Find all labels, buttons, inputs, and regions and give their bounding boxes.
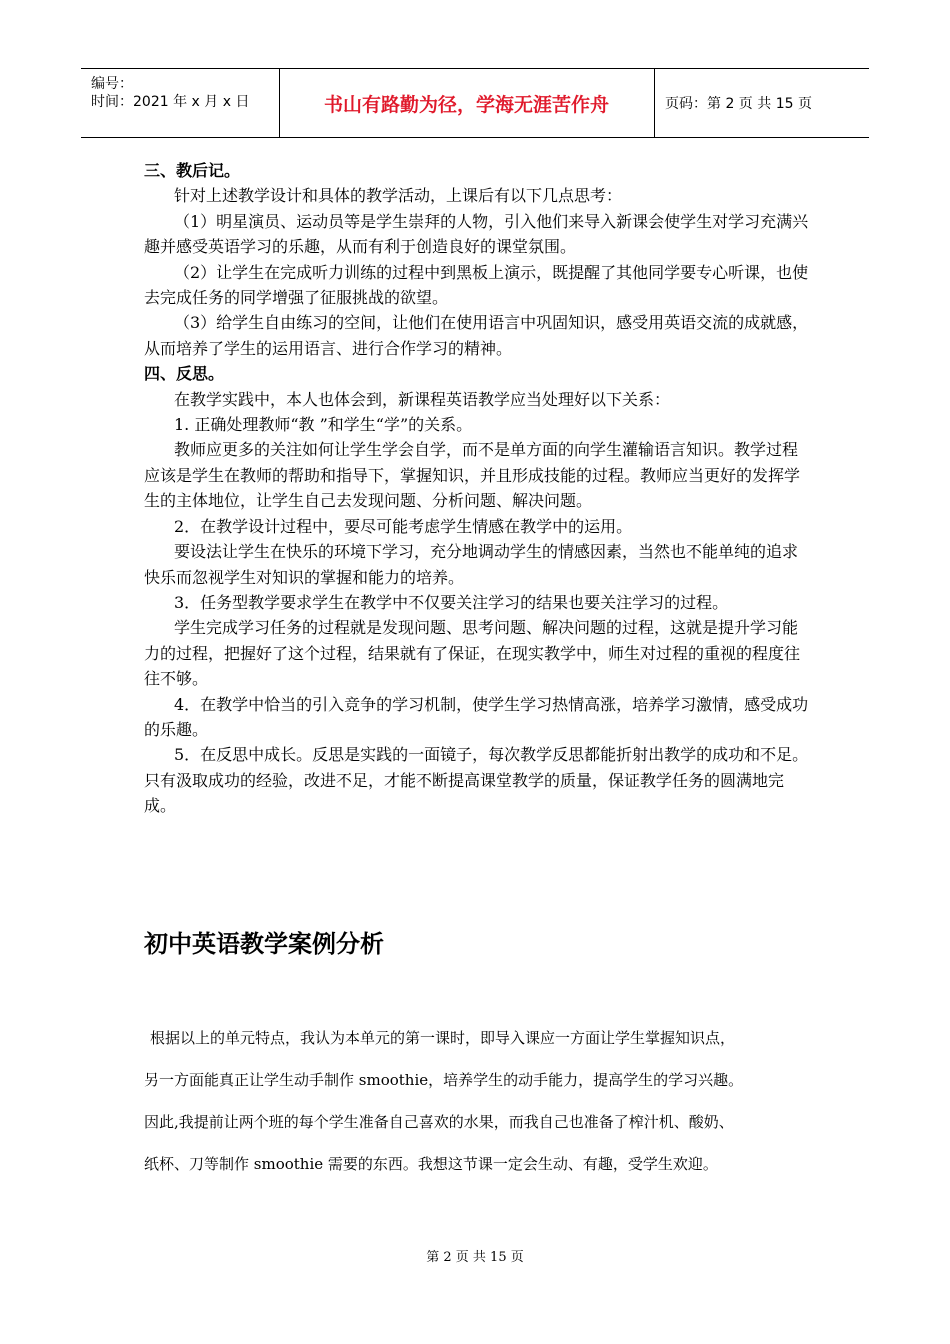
paragraph: 4．在教学中恰当的引入竞争的学习机制，使学生学习热情高涨，培养学习激情，感受成功的乐趣。: [144, 694, 809, 739]
paragraph: 3．任务型教学要求学生在教学中不仅要关注学习的结果也要关注学习的过程。: [174, 592, 729, 612]
paragraph: 2．在教学设计过程中，要尽可能考虑学生情感在教学中的运用。: [174, 516, 633, 536]
paragraph: （3）给学生自由练习的空间，让他们在使用语言中巩固知识，感受用英语交流的成就感，从而培养了学生的运用语言、进行合作学习的精神。: [144, 313, 809, 358]
paragraph: 在教学实践中，本人也体会到，新课程英语教学应当处理好以下关系：: [174, 389, 671, 409]
doc-date: 时间：2021 年 x 月 x 日: [91, 94, 250, 110]
paragraph: 教师应更多的关注如何让学生学会自学，而不是单方面的向学生灌输语言知识。教学过程应该是学生在教师的帮助和指导下，掌握知识，并且形成技能的过程。教师应当更好的发挥学生的主体地位，让学生自己去发现问题、分析问题、解决问题。: [144, 440, 801, 511]
paragraph: 1. 正确处理教师“教 ”和学生“学”的关系。: [174, 415, 473, 435]
case-line: 因此,我提前让两个班的每个学生准备自己喜欢的水果，而我自己也准备了榨汁机、酸奶、: [144, 1113, 734, 1131]
paragraph: 5．在反思中成长。反思是实践的一面镜子，每次教学反思都能折射出教学的成功和不足。只有汲取成功的经验，改进不足，才能不断提高课堂教学的质量，保证教学任务的圆满地完成。: [144, 745, 809, 816]
header-meta: [81, 69, 280, 137]
page-header: [81, 68, 869, 138]
doc-number-label: 编号：: [91, 76, 133, 92]
paragraph: 针对上述教学设计和具体的教学活动，上课后有以下几点思考：: [174, 186, 623, 206]
header-page-info: 页码：第 2 页 共 15 页: [665, 96, 812, 112]
case-analysis-body: [144, 1017, 819, 1185]
paragraph: （1）明星演员、运动员等是学生崇拜的人物，引入他们来导入新课会使学生对学习充满兴趣并感受英语学习的乐趣，从而有利于创造良好的课堂氛围。: [144, 211, 809, 257]
section-heading: 三、教后记。: [144, 161, 241, 180]
paragraph: 要设法让学生在快乐的环境下学习，充分地调动学生的情感因素，当然也不能单纯的追求快乐而忽视学生对知识的掌握和能力的培养。: [144, 542, 799, 587]
reflection-body: [144, 158, 809, 819]
case-line: 根据以上的单元特点，我认为本单元的第一课时，即导入课应一方面让学生掌握知识点，: [150, 1029, 736, 1047]
case-line: 纸杯、刀等制作 smoothie 需要的东西。我想这节课一定会生动、有趣，受学生欢迎。: [144, 1155, 718, 1173]
paragraph: 学生完成学习任务的过程就是发现问题、思考问题、解决问题的过程，这就是提升学习能力的过程，把握好了这个过程，结果就有了保证，在现实教学中，师生对过程的重视的程度往往不够。: [144, 618, 801, 689]
case-line: 另一方面能真正让学生动手制作 smoothie，培养学生的动手能力，提高学生的学习兴趣。: [144, 1071, 744, 1089]
section-heading: 四、反思。: [144, 364, 225, 384]
header-motto: 书山有路勤为径，学海无涯苦作舟: [279, 69, 655, 137]
page-footer: 第 2 页 共 15 页: [426, 1250, 524, 1265]
section-title: 初中英语教学案例分析: [144, 930, 384, 958]
paragraph: （2）让学生在完成听力训练的过程中到黑板上演示，既提醒了其他同学要专心听课，也使去完成任务的同学增强了征服挑战的欲望。: [144, 262, 809, 308]
